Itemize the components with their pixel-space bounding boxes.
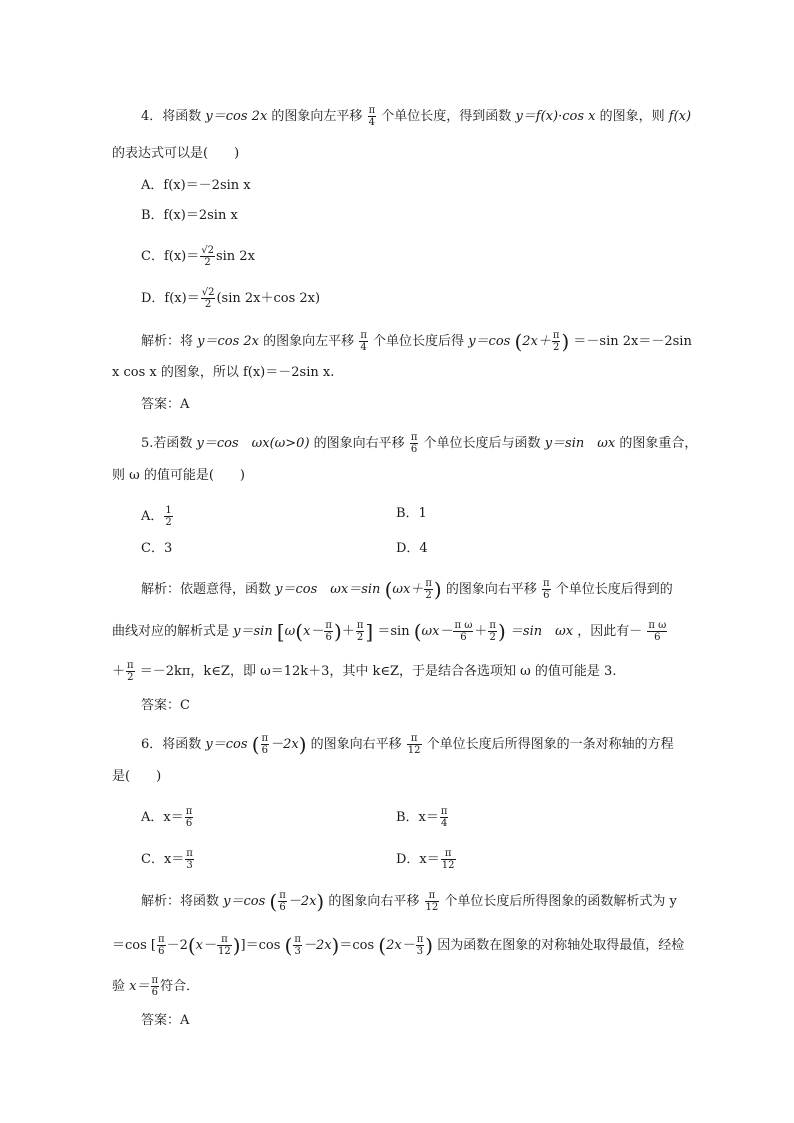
solution-text: 解析：依题意得，函数: [141, 582, 272, 597]
q6-solution-line3: [112, 975, 199, 998]
fraction-pi-over-2: [126, 660, 135, 683]
q6-stem-line2: 是( ): [112, 769, 162, 784]
q4-stem-text: 个单位长度，得到函数: [381, 109, 512, 124]
math-expr: －2x: [287, 894, 317, 909]
paren-open: (: [413, 619, 422, 644]
q6-stem-text: 的图象向右平移: [310, 737, 402, 752]
solution-text: ，因此有－: [577, 624, 643, 639]
q6-stem-text: 6．将函数: [141, 737, 202, 752]
q6-option-b: [396, 806, 449, 829]
frac-den: 2: [552, 342, 560, 353]
frac-den: 4: [360, 342, 367, 353]
math-expr: y＝cos ωx(ω>0): [196, 436, 310, 451]
frac-num: π: [325, 620, 332, 631]
frac-num: π: [368, 105, 376, 116]
frac-num: π: [261, 733, 269, 744]
frac-num: π: [416, 934, 424, 945]
frac-den: 6: [410, 444, 418, 455]
option-text: sin 2x: [215, 249, 255, 264]
fraction-pi-over-3: [185, 848, 194, 871]
solution-text: 曲线对应的解析式是: [112, 624, 230, 639]
q4-stem-line2: 的表达式可以是( ): [112, 146, 240, 161]
q4-stem-text: 的图象，则: [599, 109, 665, 124]
fraction-pi-over-12: [441, 848, 456, 871]
q6-option-d: [396, 848, 457, 871]
frac-num: π: [294, 934, 301, 945]
q5-stem-text: 个单位长度后与函数: [423, 436, 541, 451]
q5-solution-line1: [141, 578, 673, 601]
math-expr: y＝cos: [223, 894, 266, 909]
fraction-pi-over-4: [359, 330, 368, 353]
frac-den: 6: [654, 632, 661, 643]
fraction-pi-omega-over-6: [453, 620, 473, 643]
q5-stem-line2: 则 ω 的值可能是( ): [112, 468, 246, 483]
paren-open: (: [295, 619, 304, 644]
math-expr: y＝f(x)·cos x: [515, 109, 596, 124]
paren-open: (: [251, 732, 260, 757]
frac-num: √2: [201, 287, 215, 298]
frac-num: π: [186, 848, 193, 859]
paren-close: ): [232, 933, 241, 958]
frac-num: π: [360, 330, 367, 341]
paren-open: (: [187, 933, 196, 958]
option-text: (sin 2x＋cos 2x): [216, 291, 321, 306]
paren-close: ): [331, 933, 340, 958]
fraction-sqrt2-over-2: [200, 245, 215, 268]
q4-option-c: [141, 245, 255, 268]
q5-stem-text: 5.若函数: [141, 436, 193, 451]
solution-text: 解析：将函数: [141, 894, 220, 909]
frac-num: π ω: [648, 620, 667, 631]
frac-num: π: [552, 330, 560, 341]
solution-text: 因为函数在图象的对称轴处取得最值，经检: [437, 938, 685, 953]
bracket-close: ]: [365, 619, 374, 644]
fraction-pi-over-3: [293, 934, 302, 957]
paren-open: (: [378, 933, 387, 958]
math-expr: ＝cos [: [112, 938, 156, 953]
frac-den: 12: [218, 946, 231, 957]
q5-option-b: B．1: [396, 506, 427, 521]
frac-den: 6: [460, 632, 467, 643]
q5-solution-line2: [112, 620, 668, 643]
frac-den: 4: [440, 818, 448, 829]
q5-option-d: D．4: [396, 541, 428, 556]
math-expr: ωx－: [421, 624, 453, 639]
option-label: D．f(x)＝: [141, 291, 200, 306]
q6-option-c: [141, 848, 195, 871]
fraction-pi-over-6: [157, 934, 166, 957]
frac-num: π: [440, 806, 448, 817]
frac-den: 4: [368, 117, 376, 128]
frac-num: π: [543, 578, 550, 589]
solution-text: 的图象向右平移: [328, 894, 420, 909]
frac-den: 3: [186, 860, 193, 871]
frac-num: π: [151, 975, 159, 986]
solution-text: 验: [112, 979, 126, 994]
frac-num: π: [356, 620, 364, 631]
math-expr: x－: [303, 624, 324, 639]
fraction-pi-over-2: [552, 330, 561, 353]
frac-den: 2: [204, 257, 211, 268]
frac-num: π: [157, 934, 165, 945]
q5-solution-line3: [112, 660, 616, 683]
frac-num: π: [217, 934, 232, 946]
paren-open: (: [384, 577, 393, 602]
fraction-pi-over-12: [425, 890, 440, 913]
math-expr: 2x－: [386, 938, 415, 953]
math-expr: ωx＋: [392, 582, 424, 597]
frac-den: 12: [407, 745, 421, 756]
math-expr: ＋: [474, 624, 488, 639]
math-expr: ω: [284, 624, 296, 639]
fraction-pi-over-3: [416, 934, 425, 957]
math-expr: y＝sin ωx: [544, 436, 616, 451]
frac-num: π: [425, 578, 432, 589]
frac-den: 6: [279, 902, 286, 913]
solution-text: 的图象向左平移: [263, 334, 355, 349]
math-expr: y＝cos: [468, 334, 511, 349]
q4-answer: 答案：A: [141, 397, 190, 412]
bracket-open: [: [276, 619, 285, 644]
q6-stem-text: 个单位长度后所得图象的一条对称轴的方程: [426, 737, 674, 752]
q5-stem-text: 的图象重合，: [619, 436, 698, 451]
fraction-pi-over-12: [407, 733, 422, 756]
option-label: C．x＝: [141, 852, 185, 867]
paren-close: ): [334, 619, 342, 644]
frac-den: 3: [294, 946, 301, 957]
frac-den: 6: [185, 818, 193, 829]
frac-den: 6: [325, 632, 332, 643]
q5-option-a: [141, 505, 174, 528]
q6-stem-line1: [141, 733, 674, 756]
solution-text: ＝－2kπ，k∈Z，即 ω＝12k＋3，其中 k∈Z，于是结合各选项知 ω 的值可能是 3.: [139, 664, 617, 679]
q5-stem-line1: [141, 432, 697, 455]
paren-close: ): [425, 933, 434, 958]
math-expr: y＝cos: [205, 737, 248, 752]
fraction-pi-over-6: [410, 432, 419, 455]
frac-den: 2: [165, 517, 172, 528]
math-expr: f(x): [668, 109, 692, 124]
paren-close: ): [316, 889, 325, 914]
frac-den: 6: [158, 946, 165, 957]
math-expr: x－: [195, 938, 216, 953]
frac-num: π: [489, 620, 496, 631]
fraction-sqrt2-over-2: [201, 287, 216, 310]
solution-text: 解析：将: [141, 334, 194, 349]
q4-solution-line1: [141, 330, 692, 353]
fraction-pi-over-6: [324, 620, 333, 643]
fraction-pi-over-2: [488, 620, 497, 643]
fraction-pi-over-4: [368, 105, 377, 128]
math-expr: －2: [166, 938, 188, 953]
q5-option-c: C．3: [141, 541, 173, 556]
q6-solution-line1: [141, 890, 677, 913]
frac-den: 3: [416, 946, 424, 957]
fraction-pi-over-6: [185, 806, 194, 829]
solution-text: 符合．: [160, 979, 200, 994]
option-label: C．f(x)＝: [141, 249, 200, 264]
fraction-pi-over-4: [440, 806, 449, 829]
option-label: A．: [141, 509, 164, 524]
fraction-pi-over-2: [356, 620, 365, 643]
frac-num: π: [279, 890, 286, 901]
frac-den: 2: [127, 672, 134, 683]
math-expr: y＝cos 2x: [197, 334, 260, 349]
frac-num: π: [185, 806, 193, 817]
q4-option-d: [141, 287, 320, 310]
fraction-pi-over-6: [278, 890, 287, 913]
frac-den: 6: [261, 745, 268, 756]
fraction-1-over-2: [164, 505, 172, 528]
math-expr: －2x: [270, 737, 299, 752]
q6-answer: 答案：A: [141, 1013, 190, 1028]
q5-stem-text: 的图象向右平移: [313, 436, 405, 451]
paren-open: (: [269, 889, 278, 914]
paren-open: (: [284, 933, 293, 958]
math-expr: ＋: [341, 624, 355, 639]
q4-stem-text: 的图象向左平移: [271, 109, 363, 124]
q5-answer: 答案：C: [141, 698, 190, 713]
solution-text: ＝－sin 2x＝－2sin: [573, 334, 692, 349]
math-expr: x＝: [129, 979, 150, 994]
math-expr: 2x＋: [522, 334, 551, 349]
math-expr: ]＝cos: [240, 938, 281, 953]
q6-option-a: [141, 806, 194, 829]
frac-num: π: [410, 432, 418, 443]
fraction-pi-over-12: [217, 934, 232, 957]
fraction-pi-over-6: [151, 975, 160, 998]
math-expr: y＝sin: [233, 624, 273, 639]
paren-open: (: [514, 329, 523, 354]
fraction-pi-omega-over-6: [647, 620, 667, 643]
frac-num: π: [407, 733, 422, 745]
frac-den: 6: [543, 590, 550, 601]
math-expr: ＝cos: [339, 938, 375, 953]
solution-text: 的图象向右平移: [445, 582, 537, 597]
fraction-pi-over-2: [424, 578, 433, 601]
math-expr: ＋: [112, 664, 126, 679]
frac-den: 2: [204, 299, 212, 310]
paren-close: ): [561, 329, 570, 354]
q4-stem-line1: [141, 105, 691, 128]
frac-den: 12: [441, 860, 455, 871]
q4-solution-line2: x cos x 的图象，所以 f(x)＝－2sin x.: [112, 365, 335, 380]
frac-num: π: [425, 890, 440, 902]
frac-num: π ω: [454, 620, 473, 631]
math-expr: －2x: [302, 938, 332, 953]
frac-den: 12: [425, 902, 439, 913]
frac-num: π: [127, 660, 134, 671]
q6-solution-line2: [112, 934, 684, 957]
paren-close: ): [298, 732, 307, 757]
paren-close: ): [433, 577, 442, 602]
frac-den: 2: [425, 590, 432, 601]
frac-den: 6: [151, 987, 158, 998]
frac-num: 1: [165, 505, 172, 516]
q4-option-b: B．f(x)＝2sin x: [141, 208, 238, 223]
q4-stem-text: 4．将函数: [141, 109, 202, 124]
math-expr: y＝cos 2x: [205, 109, 268, 124]
math-expr: ＝sin ωx: [509, 624, 574, 639]
frac-num: π: [441, 848, 456, 860]
option-label: D．x＝: [396, 852, 440, 867]
solution-text: 个单位长度后所得图象的函数解析式为 y: [444, 894, 677, 909]
frac-num: √2: [201, 245, 214, 256]
math-expr: y＝cos ωx＝sin: [275, 582, 381, 597]
frac-den: 2: [489, 632, 496, 643]
fraction-pi-over-6: [542, 578, 551, 601]
q4-option-a: A．f(x)＝－2sin x: [141, 178, 251, 193]
solution-text: 个单位长度后得: [373, 334, 465, 349]
fraction-pi-over-6: [261, 733, 270, 756]
solution-text: 个单位长度后得到的: [555, 582, 673, 597]
option-label: B．x＝: [396, 810, 439, 825]
frac-den: 2: [356, 632, 364, 643]
paren-close: ): [497, 619, 506, 644]
math-expr: ＝sin: [377, 624, 410, 639]
option-label: A．x＝: [141, 810, 184, 825]
